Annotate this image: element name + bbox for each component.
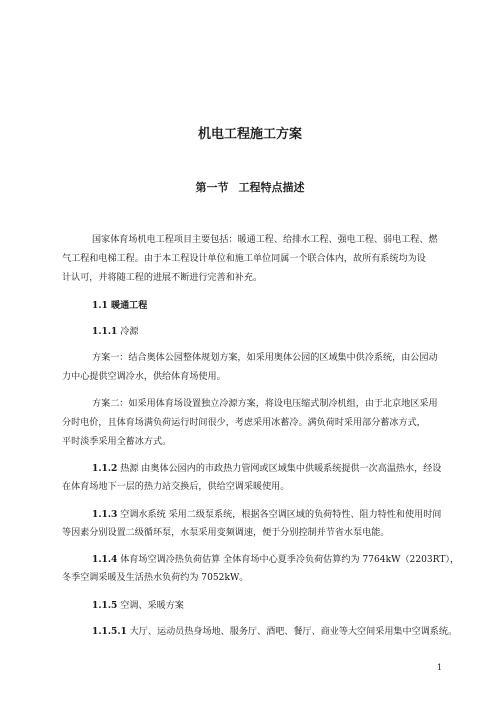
heat-source-line-1: 1.1.2 热源 由奥体公园内的市政热力管网或区域集中供暖系统提供一次高温热水，经设 [92,463,442,474]
option1-line-1: 方案一：结合奥体公园整体规划方案，如采用奥体公园的区域集中供冷系统，由公园动 [92,353,438,363]
heading-1-1: 1.1 暖通工程 [92,300,148,311]
option2-line-3: 平时淡季采用全蓄冰方式。 [62,437,172,447]
option2-line-2: 分时电价，且体育场满负荷运行时间很少，考虑采用冰蓄冷。满负荷时采用部分蓄冰方式， [62,418,426,428]
page-number: 1 [437,663,443,672]
heat-source-line-2: 在体育场地下一层的热力站交换后，供给空调采暖使用。 [62,482,290,492]
section-heading [0,179,500,195]
heading-1-1-5: 1.1.5 空调、采暖方案 [92,600,184,611]
intro-line-1: 国家体育场机电工程项目主要包括：暖通工程、给排水工程、强电工程、弱电工程、燃 [92,235,438,245]
load-estimate-line-2: 冬季空调采暖及生活热水负荷约为 7052kW。 [62,573,249,583]
intro-line-2: 气工程和电梯工程。由于本工程设计单位和施工单位同属一个联合体内，故所有系统均为设 [62,254,426,264]
heading-1-1-5-1: 1.1.5.1 大厅、运动员热身场地、服务厅、酒吧、餐厅、商业等大空间采用集中空调系统。 [92,626,458,637]
water-system-line-1: 1.1.3 空调水系统 采用二级泵系统，根据各空调区域的负荷特性、阻力特性和使用时间 [92,509,442,520]
water-system-line-2: 等因素分别设置二级循环泵，水泵采用变频调速，便于分别控制并节省水泵电能。 [62,528,390,538]
section-number: 第一节 [195,181,229,194]
section-title: 工程特点描述 [238,181,305,194]
option1-line-2: 力中心提供空调冷水，供给体育场使用。 [62,372,226,382]
heading-1-1-1: 1.1.1 冷源 [92,326,139,337]
option2-line-1: 方案二：如采用体育场设置独立冷源方案，将设电压缩式制冷机组，由于北京地区采用 [92,399,438,409]
document-title: 机电工程施工方案 [197,127,302,142]
load-estimate-line-1: 1.1.4 体育场空调冷热负荷估算 全体育场中心夏季冷负荷估算约为 7764kW（2203RT）， [92,554,460,565]
intro-line-3: 计认可，并将随工程的进展不断进行完善和补充。 [62,273,263,283]
